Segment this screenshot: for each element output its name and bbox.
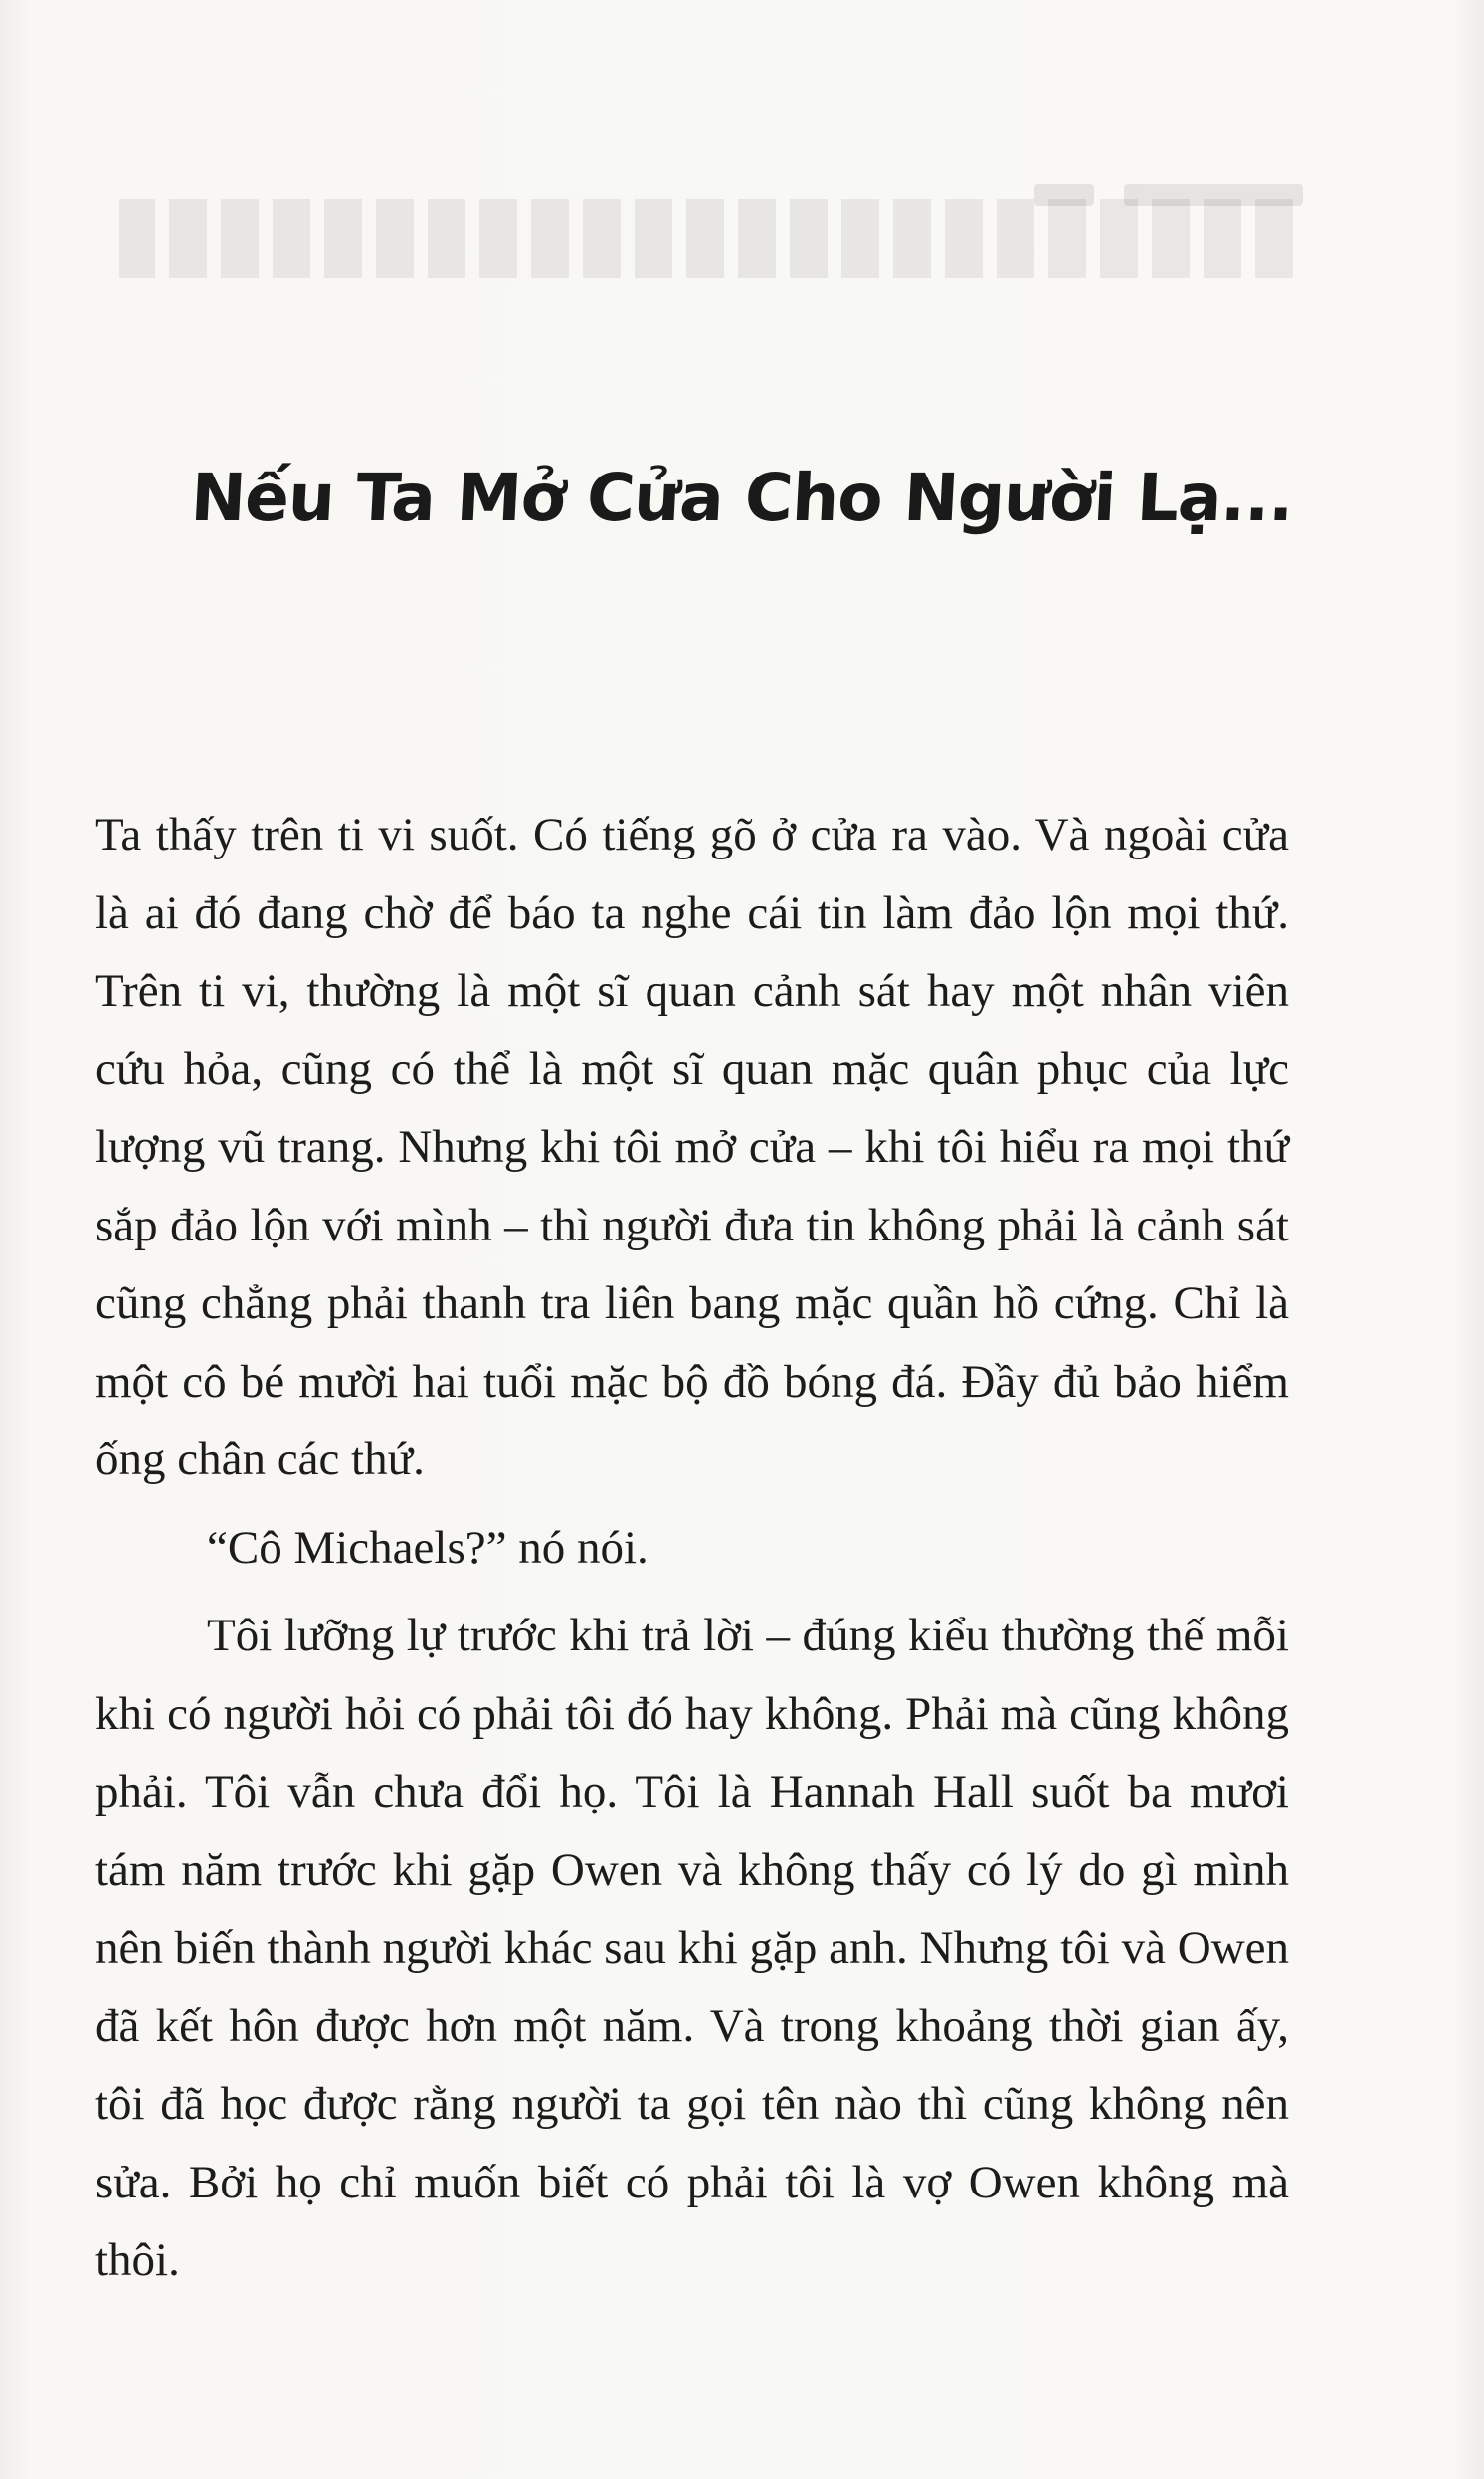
paragraph: Tôi lưỡng lự trước khi trả lời – đúng kiểu thường thế mỗi khi có người hỏi có phải tôi đó hay không. Phải mà cũng không phải. Tôi vẫn chưa đổi họ. Tôi là Hannah Hall suốt ba mươi tám năm trước khi gặp Owen và không thấy có lý do gì mình nên biến thành người khác sau khi gặp anh. Nhưng tôi và Owen đã kết hôn được hơn một năm. Và trong khoảng thời gian ấy, tôi đã học được rằng người ta gọi tên nào thì cũng không nên sửa. Bởi họ chỉ muốn biết có phải tôi là vợ Owen không mà thôi. bbox=[95, 1610, 1289, 2286]
paragraph: Ta thấy trên ti vi suốt. Có tiếng gõ ở cửa ra vào. Và ngoài cửa là ai đó đang chờ để báo ta nghe cái tin làm đảo lộn mọi thứ. Trên ti vi, thường là một sĩ quan cảnh sát hay một nhân viên cứu hỏa, cũng có thể là một sĩ quan mặc quân phục của lực lượng vũ trang. Nhưng khi tôi mở cửa – khi tôi hiểu ra mọi thứ sắp đảo lộn với mình – thì người đưa tin không phải là cảnh sát cũng chẳng phải thanh tra liên bang mặc quần hồ cứng. Chỉ là một cô bé mười hai tuổi mặc bộ đồ bóng đá. Đầy đủ bảo hiểm ống chân các thứ. bbox=[95, 809, 1289, 1485]
bleed-through-text bbox=[119, 199, 1293, 286]
paragraph: “Cô Michaels?” nó nói. bbox=[207, 1521, 649, 1574]
chapter-title: Nếu Ta Mở Cửa Cho Người Lạ... bbox=[189, 460, 1295, 536]
chapter-body bbox=[95, 796, 1289, 2300]
